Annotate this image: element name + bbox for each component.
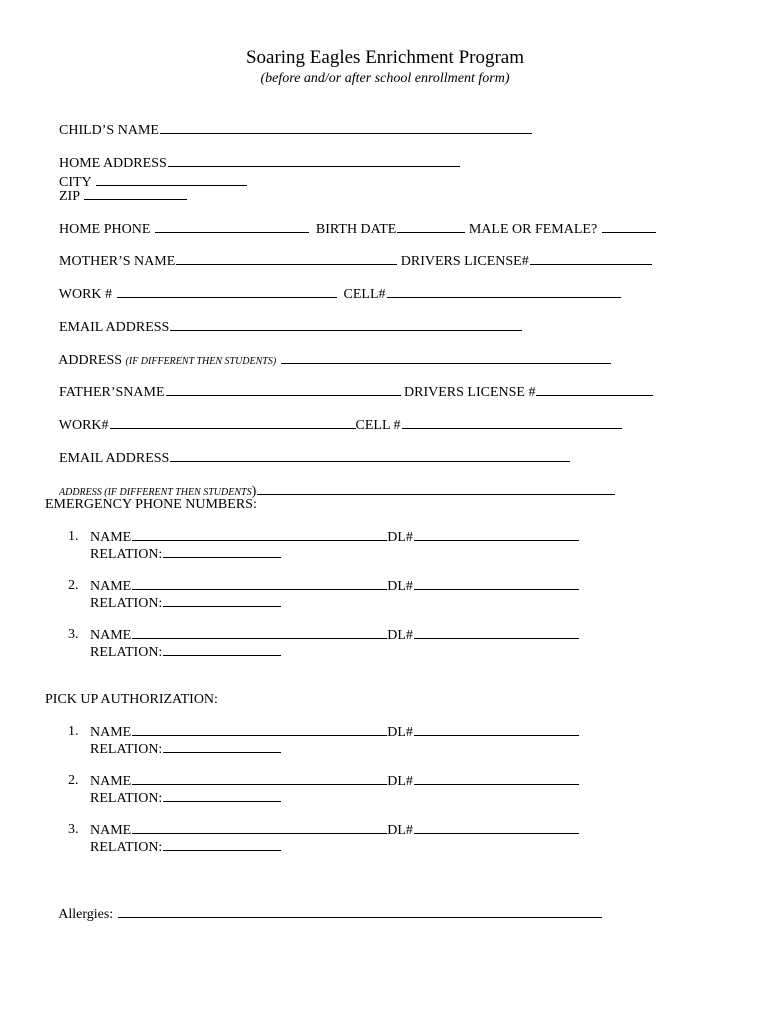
father-address-paren: ) xyxy=(251,484,257,499)
pickup-relation-line xyxy=(90,740,281,759)
zip-field[interactable] xyxy=(84,187,187,200)
emergency-heading: EMERGENCY PHONE NUMBERS: xyxy=(45,497,257,512)
city-label: CITY xyxy=(59,175,92,190)
home-address-label: HOME ADDRESS xyxy=(59,156,167,171)
allergies-label: Allergies: xyxy=(58,907,114,922)
pickup-relation-label: RELATION: xyxy=(90,840,163,855)
emergency-dl-label: DL# xyxy=(387,628,413,643)
emergency-relation-label: RELATION: xyxy=(90,547,163,562)
child-name-field[interactable] xyxy=(160,121,532,134)
pickup-name-field[interactable] xyxy=(132,821,387,834)
emergency-relation-field[interactable] xyxy=(163,545,281,558)
emergency-dl-label: DL# xyxy=(387,579,413,594)
emergency-relation-label: RELATION: xyxy=(90,596,163,611)
father-email-label: EMAIL ADDRESS xyxy=(59,451,170,466)
form-subtitle: (before and/or after school enrollment form) xyxy=(260,71,510,86)
emergency-relation-line xyxy=(90,594,281,613)
emergency-dl-field[interactable] xyxy=(414,528,579,541)
mother-name-label: MOTHER’S NAME xyxy=(59,254,176,269)
emergency-relation-line xyxy=(90,545,281,564)
child-name-label: CHILD’S NAME xyxy=(59,123,159,138)
emergency-name-label: NAME xyxy=(90,628,132,643)
zip-label: ZIP xyxy=(59,189,80,204)
father-name-field[interactable] xyxy=(166,383,401,396)
pickup-relation-field[interactable] xyxy=(163,838,281,851)
emergency-dl-field[interactable] xyxy=(414,577,579,590)
father-cell-label: CELL # xyxy=(355,418,401,433)
allergies-row xyxy=(45,887,602,942)
pickup-relation-field[interactable] xyxy=(163,740,281,753)
birth-date-label: BIRTH DATE xyxy=(315,222,397,237)
pickup-dl-field[interactable] xyxy=(414,821,579,834)
emergency-name-label: NAME xyxy=(90,579,132,594)
emergency-name-field[interactable] xyxy=(132,626,387,639)
pickup-name-label: NAME xyxy=(90,823,132,838)
pickup-dl-label: DL# xyxy=(387,823,413,838)
father-address-note: ADDRESS (IF DIFFERENT THEN STUDENTS xyxy=(59,487,252,498)
mother-work-label: WORK # xyxy=(58,287,113,302)
emergency-entry-number: 3. xyxy=(68,627,79,642)
emergency-name-label: NAME xyxy=(90,530,132,545)
emergency-name-field[interactable] xyxy=(132,528,387,541)
pickup-dl-label: DL# xyxy=(387,774,413,789)
pickup-dl-field[interactable] xyxy=(414,772,579,785)
pickup-name-field[interactable] xyxy=(132,723,387,736)
mother-work-field[interactable] xyxy=(117,285,337,298)
emergency-name-field[interactable] xyxy=(132,577,387,590)
father-name-label: FATHER’SNAME xyxy=(59,385,165,400)
emergency-dl-label: DL# xyxy=(387,530,413,545)
pickup-name-field[interactable] xyxy=(132,772,387,785)
pickup-entry-number: 1. xyxy=(68,724,79,739)
father-work-label: WORK# xyxy=(58,418,109,433)
birth-date-field[interactable] xyxy=(397,220,465,233)
pickup-relation-label: RELATION: xyxy=(90,742,163,757)
home-address-field[interactable] xyxy=(168,154,460,167)
father-email-field[interactable] xyxy=(170,449,570,462)
allergies-field[interactable] xyxy=(118,905,602,918)
pickup-name-label: NAME xyxy=(90,774,132,789)
mother-address-label: ADDRESS xyxy=(58,353,123,368)
mother-address-note: (IF DIFFERENT THEN STUDENTS) xyxy=(125,356,277,367)
father-address-field[interactable] xyxy=(257,482,615,495)
mother-email-label: EMAIL ADDRESS xyxy=(59,320,170,335)
pickup-relation-label: RELATION: xyxy=(90,791,163,806)
pickup-name-label: NAME xyxy=(90,725,132,740)
emergency-dl-field[interactable] xyxy=(414,626,579,639)
pickup-relation-line xyxy=(90,838,281,857)
male-female-field[interactable] xyxy=(602,220,656,233)
mother-address-field[interactable] xyxy=(281,351,611,364)
father-work-field[interactable] xyxy=(110,416,356,429)
pickup-entry-number: 2. xyxy=(68,773,79,788)
father-cell-field[interactable] xyxy=(402,416,622,429)
pickup-heading: PICK UP AUTHORIZATION: xyxy=(45,692,218,707)
pickup-entry-number: 3. xyxy=(68,822,79,837)
emergency-relation-field[interactable] xyxy=(163,594,281,607)
emergency-relation-field[interactable] xyxy=(163,643,281,656)
home-phone-label: HOME PHONE xyxy=(59,222,151,237)
emergency-entry-number: 2. xyxy=(68,578,79,593)
father-license-field[interactable] xyxy=(536,383,653,396)
mother-license-field[interactable] xyxy=(530,252,652,265)
mother-cell-label: CELL# xyxy=(343,287,386,302)
mother-email-field[interactable] xyxy=(170,318,522,331)
father-license-label: DRIVERS LICENSE # xyxy=(404,385,536,400)
emergency-entry-number: 1. xyxy=(68,529,79,544)
emergency-relation-line xyxy=(90,643,281,662)
pickup-dl-field[interactable] xyxy=(414,723,579,736)
emergency-relation-label: RELATION: xyxy=(90,645,163,660)
mother-license-label: DRIVERS LICENSE# xyxy=(400,254,529,269)
form-title: Soaring Eagles Enrichment Program xyxy=(245,47,525,68)
pickup-relation-line xyxy=(90,789,281,808)
male-female-label: MALE OR FEMALE? xyxy=(468,222,598,237)
mother-cell-field[interactable] xyxy=(387,285,621,298)
mother-name-field[interactable] xyxy=(176,252,397,265)
pickup-relation-field[interactable] xyxy=(163,789,281,802)
pickup-dl-label: DL# xyxy=(387,725,413,740)
home-phone-field[interactable] xyxy=(155,220,309,233)
